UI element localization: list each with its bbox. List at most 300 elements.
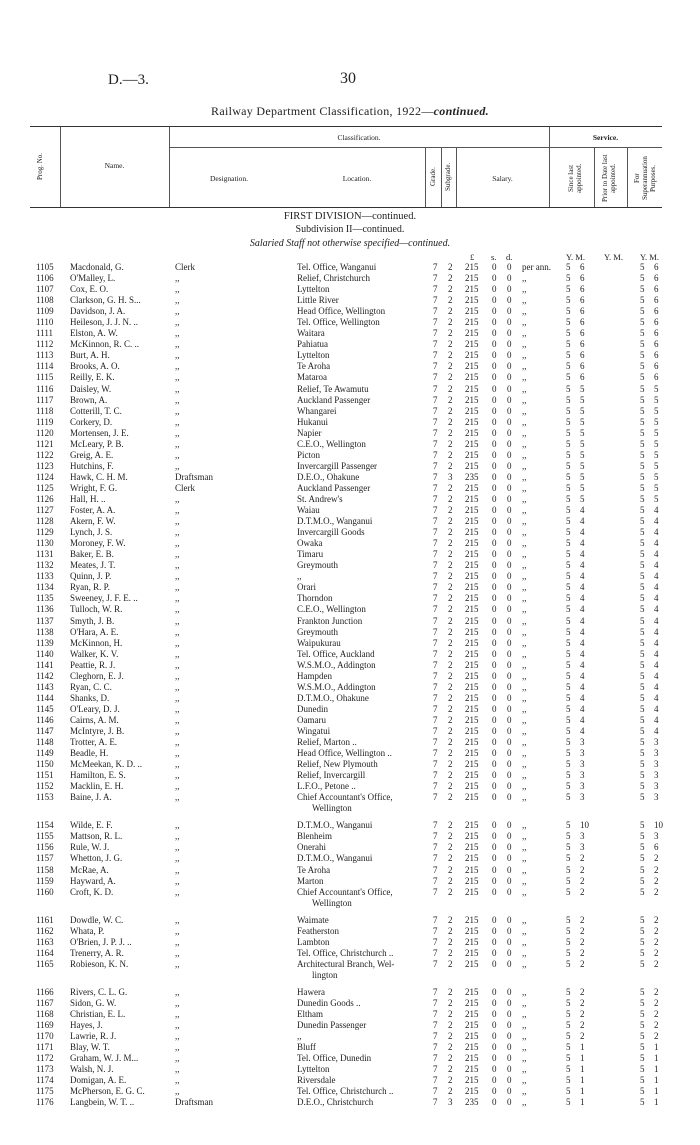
row-name: Robieson, K. N. <box>70 958 129 969</box>
row-salary-shillings: 0 <box>492 295 497 306</box>
row-location: Hampden <box>297 670 332 681</box>
row-subgrade: 2 <box>448 361 453 372</box>
row-name: Hawk, C. H. M. <box>70 471 128 482</box>
row-super-months: 5 <box>654 416 659 427</box>
row-subgrade: 2 <box>448 593 453 604</box>
row-since-years: 5 <box>566 438 571 449</box>
row-since-years: 5 <box>566 405 571 416</box>
row-super-years: 5 <box>640 792 645 803</box>
row-salary-period: ,, <box>522 770 527 781</box>
row-salary-pence: 0 <box>507 460 512 471</box>
row-salary-period: ,, <box>522 648 527 659</box>
row-name: Elston, A. W. <box>70 328 118 339</box>
table-row <box>0 339 700 350</box>
row-name: Walsh, N. J. <box>70 1064 114 1075</box>
row-name: Quinn, J. P. <box>70 571 112 582</box>
row-super-years: 5 <box>640 273 645 284</box>
row-salary-pounds: 215 <box>465 405 479 416</box>
row-super-months: 4 <box>654 538 659 549</box>
row-prog-no: 1107 <box>36 284 54 295</box>
row-location: D.T.M.O., Wanganui <box>297 820 373 831</box>
row-salary-pounds: 215 <box>465 725 479 736</box>
row-salary-shillings: 0 <box>492 670 497 681</box>
row-subgrade: 2 <box>448 864 453 875</box>
row-designation: ,, <box>175 416 180 427</box>
table-row <box>0 671 700 682</box>
row-salary-pence: 0 <box>507 560 512 571</box>
row-salary-pounds: 215 <box>465 1020 479 1031</box>
row-super-years: 5 <box>640 482 645 493</box>
row-designation: ,, <box>175 759 180 770</box>
row-since-months: 4 <box>580 670 585 681</box>
row-name: Hall, H. .. <box>70 493 106 504</box>
row-salary-period: ,, <box>522 615 527 626</box>
row-salary-shillings: 0 <box>492 1053 497 1064</box>
row-prog-no: 1128 <box>36 516 54 527</box>
row-location: Lyttelton <box>297 284 330 295</box>
row-subgrade: 2 <box>448 1009 453 1020</box>
row-since-months: 2 <box>580 1020 585 1031</box>
row-subgrade: 2 <box>448 1064 453 1075</box>
row-name: Mortensen, J. E. <box>70 427 129 438</box>
row-designation: ,, <box>175 350 180 361</box>
row-since-months: 4 <box>580 582 585 593</box>
row-prog-no: 1169 <box>36 1020 54 1031</box>
row-designation: ,, <box>175 493 180 504</box>
row-subgrade: 2 <box>448 416 453 427</box>
row-super-years: 5 <box>640 864 645 875</box>
row-designation: ,, <box>175 1086 180 1097</box>
row-salary-pence: 0 <box>507 549 512 560</box>
row-salary-shillings: 0 <box>492 1097 497 1108</box>
row-name: Macklin, E. H. <box>70 781 124 792</box>
row-salary-shillings: 0 <box>492 820 497 831</box>
row-super-years: 5 <box>640 1042 645 1053</box>
row-since-years: 5 <box>566 328 571 339</box>
table-row <box>0 560 700 571</box>
row-since-months: 5 <box>580 427 585 438</box>
row-salary-period: ,, <box>522 792 527 803</box>
row-salary-period: ,, <box>522 864 527 875</box>
row-since-months: 4 <box>580 549 585 560</box>
row-grade: 7 <box>433 471 438 482</box>
row-salary-shillings: 0 <box>492 737 497 748</box>
row-subgrade: 2 <box>448 449 453 460</box>
row-grade: 7 <box>433 394 438 405</box>
row-grade: 7 <box>433 648 438 659</box>
row-grade: 7 <box>433 1053 438 1064</box>
row-location: D.T.M.O., Ohakune <box>297 692 369 703</box>
row-grade: 7 <box>433 914 438 925</box>
row-location: Relief, Invercargill <box>297 770 366 781</box>
row-grade: 7 <box>433 460 438 471</box>
row-salary-shillings: 0 <box>492 571 497 582</box>
row-since-months: 1 <box>580 1053 585 1064</box>
row-designation: ,, <box>175 936 180 947</box>
row-salary-pence: 0 <box>507 471 512 482</box>
table-row <box>0 593 700 604</box>
row-salary-shillings: 0 <box>492 1064 497 1075</box>
table-row <box>0 865 700 876</box>
row-location: Frankton Junction <box>297 615 363 626</box>
row-since-months: 6 <box>580 317 585 328</box>
row-salary-period: ,, <box>522 482 527 493</box>
row-salary-period: ,, <box>522 306 527 317</box>
row-prog-no: 1138 <box>36 626 54 637</box>
row-super-years: 5 <box>640 1075 645 1086</box>
row-subgrade: 2 <box>448 538 453 549</box>
table-row <box>0 959 700 970</box>
table-row <box>0 937 700 948</box>
unit-pound: £ <box>470 252 475 262</box>
row-since-months: 2 <box>580 1009 585 1020</box>
row-super-years: 5 <box>640 394 645 405</box>
row-salary-shillings: 0 <box>492 626 497 637</box>
row-name: McKinnon, R. C. .. <box>70 339 140 350</box>
row-salary-shillings: 0 <box>492 604 497 615</box>
row-prog-no: 1173 <box>36 1064 54 1075</box>
row-salary-pence: 0 <box>507 1053 512 1064</box>
row-salary-shillings: 0 <box>492 781 497 792</box>
row-subgrade: 2 <box>448 262 453 272</box>
row-salary-period: per ann. <box>522 262 551 272</box>
col-classification: Classification. <box>337 133 381 142</box>
row-salary-shillings: 0 <box>492 725 497 736</box>
row-subgrade: 2 <box>448 493 453 504</box>
row-super-years: 5 <box>640 262 645 272</box>
row-prog-no: 1121 <box>36 438 54 449</box>
row-super-months: 5 <box>654 482 659 493</box>
row-super-years: 5 <box>640 372 645 383</box>
row-subgrade: 2 <box>448 714 453 725</box>
row-subgrade: 2 <box>448 703 453 714</box>
row-super-months: 3 <box>654 781 659 792</box>
table-header <box>30 126 662 208</box>
row-subgrade: 2 <box>448 998 453 1009</box>
row-grade: 7 <box>433 925 438 936</box>
row-salary-shillings: 0 <box>492 692 497 703</box>
row-name: Lawrie, R. J. <box>70 1031 117 1042</box>
row-name: Rivers, C. L. G. <box>70 987 128 997</box>
row-super-years: 5 <box>640 648 645 659</box>
row-grade: 7 <box>433 875 438 886</box>
row-salary-pence: 0 <box>507 692 512 703</box>
row-designation: ,, <box>175 361 180 372</box>
row-salary-pounds: 235 <box>465 471 479 482</box>
row-name: Meates, J. T. <box>70 560 116 571</box>
row-salary-shillings: 0 <box>492 1020 497 1031</box>
row-designation: ,, <box>175 681 180 692</box>
row-salary-pence: 0 <box>507 725 512 736</box>
row-super-months: 5 <box>654 394 659 405</box>
row-since-months: 5 <box>580 482 585 493</box>
row-since-months: 4 <box>580 571 585 582</box>
row-prog-no: 1149 <box>36 748 54 759</box>
row-super-years: 5 <box>640 748 645 759</box>
row-location: Chief Accountant's Office, <box>297 792 393 803</box>
row-name: McLeary, P. B. <box>70 438 124 449</box>
row-salary-pence: 0 <box>507 703 512 714</box>
row-super-months: 2 <box>654 998 659 1009</box>
row-prog-no: 1162 <box>36 925 54 936</box>
row-location: L.F.O., Petone .. <box>297 781 356 792</box>
row-since-years: 5 <box>566 670 571 681</box>
row-name: Christian, E. L. <box>70 1009 126 1020</box>
row-subgrade: 2 <box>448 1053 453 1064</box>
row-super-months: 4 <box>654 516 659 527</box>
row-grade: 7 <box>433 1097 438 1108</box>
row-location: Dunedin Passenger <box>297 1020 367 1031</box>
row-since-years: 5 <box>566 449 571 460</box>
row-grade: 7 <box>433 493 438 504</box>
row-prog-no: 1135 <box>36 593 54 604</box>
row-prog-no: 1142 <box>36 670 54 681</box>
row-designation: ,, <box>175 781 180 792</box>
row-salary-pounds: 215 <box>465 328 479 339</box>
row-since-months: 6 <box>580 295 585 306</box>
row-salary-pounds: 215 <box>465 864 479 875</box>
row-since-years: 5 <box>566 571 571 582</box>
row-since-years: 5 <box>566 987 571 997</box>
row-since-years: 5 <box>566 626 571 637</box>
row-salary-pence: 0 <box>507 670 512 681</box>
row-since-years: 5 <box>566 306 571 317</box>
row-prog-no: 1120 <box>36 427 54 438</box>
row-grade: 7 <box>433 626 438 637</box>
row-salary-pence: 0 <box>507 339 512 350</box>
row-grade: 7 <box>433 372 438 383</box>
row-prog-no: 1152 <box>36 781 54 792</box>
row-since-years: 5 <box>566 958 571 969</box>
row-subgrade: 2 <box>448 549 453 560</box>
row-salary-pounds: 215 <box>465 295 479 306</box>
row-super-months: 4 <box>654 527 659 538</box>
row-grade: 7 <box>433 1009 438 1020</box>
row-salary-period: ,, <box>522 725 527 736</box>
row-since-months: 3 <box>580 759 585 770</box>
row-prog-no: 1146 <box>36 714 54 725</box>
row-super-years: 5 <box>640 703 645 714</box>
row-since-years: 5 <box>566 886 571 897</box>
row-salary-period: ,, <box>522 538 527 549</box>
row-salary-pence: 0 <box>507 427 512 438</box>
row-grade: 7 <box>433 886 438 897</box>
row-super-years: 5 <box>640 958 645 969</box>
row-salary-period: ,, <box>522 604 527 615</box>
row-grade: 7 <box>433 670 438 681</box>
row-prog-no: 1114 <box>36 361 54 372</box>
row-super-years: 5 <box>640 1009 645 1020</box>
row-salary-period: ,, <box>522 571 527 582</box>
row-salary-shillings: 0 <box>492 864 497 875</box>
row-grade: 7 <box>433 998 438 1009</box>
row-super-months: 1 <box>654 1064 659 1075</box>
row-since-years: 5 <box>566 527 571 538</box>
row-designation: ,, <box>175 560 180 571</box>
row-super-years: 5 <box>640 1064 645 1075</box>
row-subgrade: 3 <box>448 1097 453 1108</box>
row-salary-shillings: 0 <box>492 493 497 504</box>
row-name: O'Malley, L. <box>70 273 116 284</box>
row-location: Marton <box>297 875 324 886</box>
row-location: Auckland Passenger <box>297 482 371 493</box>
row-designation: ,, <box>175 394 180 405</box>
row-prog-no: 1145 <box>36 703 54 714</box>
row-location: ,, <box>297 1031 302 1042</box>
row-since-months: 4 <box>580 527 585 538</box>
row-salary-pounds: 215 <box>465 372 479 383</box>
row-salary-pounds: 215 <box>465 692 479 703</box>
row-salary-period: ,, <box>522 560 527 571</box>
row-salary-shillings: 0 <box>492 471 497 482</box>
row-salary-pounds: 215 <box>465 886 479 897</box>
row-since-years: 5 <box>566 681 571 692</box>
row-super-months: 1 <box>654 1075 659 1086</box>
col-super: For Superannuation Purposes. <box>633 156 657 200</box>
row-super-months: 2 <box>654 958 659 969</box>
row-subgrade: 2 <box>448 947 453 958</box>
row-salary-pence: 0 <box>507 1020 512 1031</box>
row-super-years: 5 <box>640 725 645 736</box>
row-salary-shillings: 0 <box>492 560 497 571</box>
row-prog-no: 1141 <box>36 659 54 670</box>
row-location: Auckland Passenger <box>297 394 371 405</box>
row-designation: ,, <box>175 604 180 615</box>
row-grade: 7 <box>433 958 438 969</box>
row-location: Relief, Te Awamutu <box>297 383 369 394</box>
table-row <box>0 1020 700 1031</box>
row-grade: 7 <box>433 1020 438 1031</box>
row-super-months: 3 <box>654 759 659 770</box>
row-grade: 7 <box>433 273 438 284</box>
row-since-months: 4 <box>580 626 585 637</box>
subdivision-heading: Subdivision II—continued. <box>295 224 405 235</box>
row-location: Orari <box>297 582 316 593</box>
row-subgrade: 2 <box>448 427 453 438</box>
row-super-years: 5 <box>640 759 645 770</box>
row-name: Moroney, F. W. <box>70 538 126 549</box>
row-salary-pence: 0 <box>507 416 512 427</box>
col-salary: Salary. <box>492 174 513 183</box>
table-row <box>0 549 700 560</box>
row-super-months: 3 <box>654 792 659 803</box>
row-since-months: 1 <box>580 1097 585 1108</box>
row-salary-pounds: 215 <box>465 383 479 394</box>
row-designation: ,, <box>175 582 180 593</box>
row-since-years: 5 <box>566 1064 571 1075</box>
row-subgrade: 2 <box>448 914 453 925</box>
row-salary-pounds: 215 <box>465 538 479 549</box>
table-row <box>0 604 700 615</box>
row-salary-shillings: 0 <box>492 372 497 383</box>
row-grade: 7 <box>433 1042 438 1053</box>
row-salary-pounds: 215 <box>465 1031 479 1042</box>
row-since-years: 5 <box>566 538 571 549</box>
table-row <box>0 792 700 803</box>
row-super-years: 5 <box>640 875 645 886</box>
table-row <box>0 649 700 660</box>
row-subgrade: 2 <box>448 1075 453 1086</box>
row-grade: 7 <box>433 350 438 361</box>
row-salary-period: ,, <box>522 438 527 449</box>
row-super-years: 5 <box>640 770 645 781</box>
row-grade: 7 <box>433 416 438 427</box>
row-salary-pounds: 215 <box>465 853 479 864</box>
row-location: Featherston <box>297 925 339 936</box>
row-name: Corkery, D. <box>70 416 113 427</box>
row-since-years: 5 <box>566 820 571 831</box>
row-salary-pounds: 215 <box>465 317 479 328</box>
row-salary-shillings: 0 <box>492 792 497 803</box>
row-name: Sweeney, J. F. E. .. <box>70 593 138 604</box>
row-name: Langbein, W. T. .. <box>70 1097 135 1108</box>
row-designation: ,, <box>175 842 180 853</box>
row-name: Brown, A. <box>70 394 108 405</box>
row-super-months: 4 <box>654 571 659 582</box>
row-since-months: 2 <box>580 914 585 925</box>
row-salary-pounds: 215 <box>465 626 479 637</box>
row-subgrade: 2 <box>448 886 453 897</box>
row-location: Lambton <box>297 936 330 947</box>
row-prog-no: 1159 <box>36 875 54 886</box>
row-designation: ,, <box>175 405 180 416</box>
row-super-months: 4 <box>654 593 659 604</box>
table-row <box>0 350 700 361</box>
row-salary-shillings: 0 <box>492 853 497 864</box>
row-super-years: 5 <box>640 681 645 692</box>
table-row <box>0 361 700 372</box>
row-salary-pounds: 215 <box>465 560 479 571</box>
row-grade: 7 <box>433 516 438 527</box>
row-grade: 7 <box>433 737 438 748</box>
row-since-years: 5 <box>566 914 571 925</box>
row-prog-no: 1143 <box>36 681 54 692</box>
row-subgrade: 2 <box>448 925 453 936</box>
row-designation: ,, <box>175 987 180 997</box>
row-subgrade: 2 <box>448 339 453 350</box>
row-location: Tel. Office, Christchurch .. <box>297 1086 394 1097</box>
row-grade: 7 <box>433 427 438 438</box>
row-since-months: 3 <box>580 792 585 803</box>
row-salary-shillings: 0 <box>492 958 497 969</box>
row-salary-pence: 0 <box>507 987 512 997</box>
row-super-years: 5 <box>640 781 645 792</box>
row-grade: 7 <box>433 527 438 538</box>
row-designation: ,, <box>175 853 180 864</box>
row-salary-shillings: 0 <box>492 1042 497 1053</box>
row-prog-no: 1137 <box>36 615 54 626</box>
row-designation: ,, <box>175 637 180 648</box>
row-super-months: 2 <box>654 1020 659 1031</box>
row-designation: ,, <box>175 875 180 886</box>
row-salary-period: ,, <box>522 1009 527 1020</box>
row-salary-pence: 0 <box>507 831 512 842</box>
row-salary-pence: 0 <box>507 593 512 604</box>
row-grade: 7 <box>433 295 438 306</box>
row-since-years: 5 <box>566 759 571 770</box>
row-designation: ,, <box>175 914 180 925</box>
row-designation: ,, <box>175 1053 180 1064</box>
row-salary-shillings: 0 <box>492 350 497 361</box>
row-since-years: 5 <box>566 1031 571 1042</box>
row-since-months: 2 <box>580 886 585 897</box>
row-location: Relief, Christchurch <box>297 273 370 284</box>
row-location: Oamaru <box>297 714 326 725</box>
row-salary-pence: 0 <box>507 748 512 759</box>
row-subgrade: 2 <box>448 295 453 306</box>
row-since-months: 6 <box>580 361 585 372</box>
row-salary-pence: 0 <box>507 615 512 626</box>
